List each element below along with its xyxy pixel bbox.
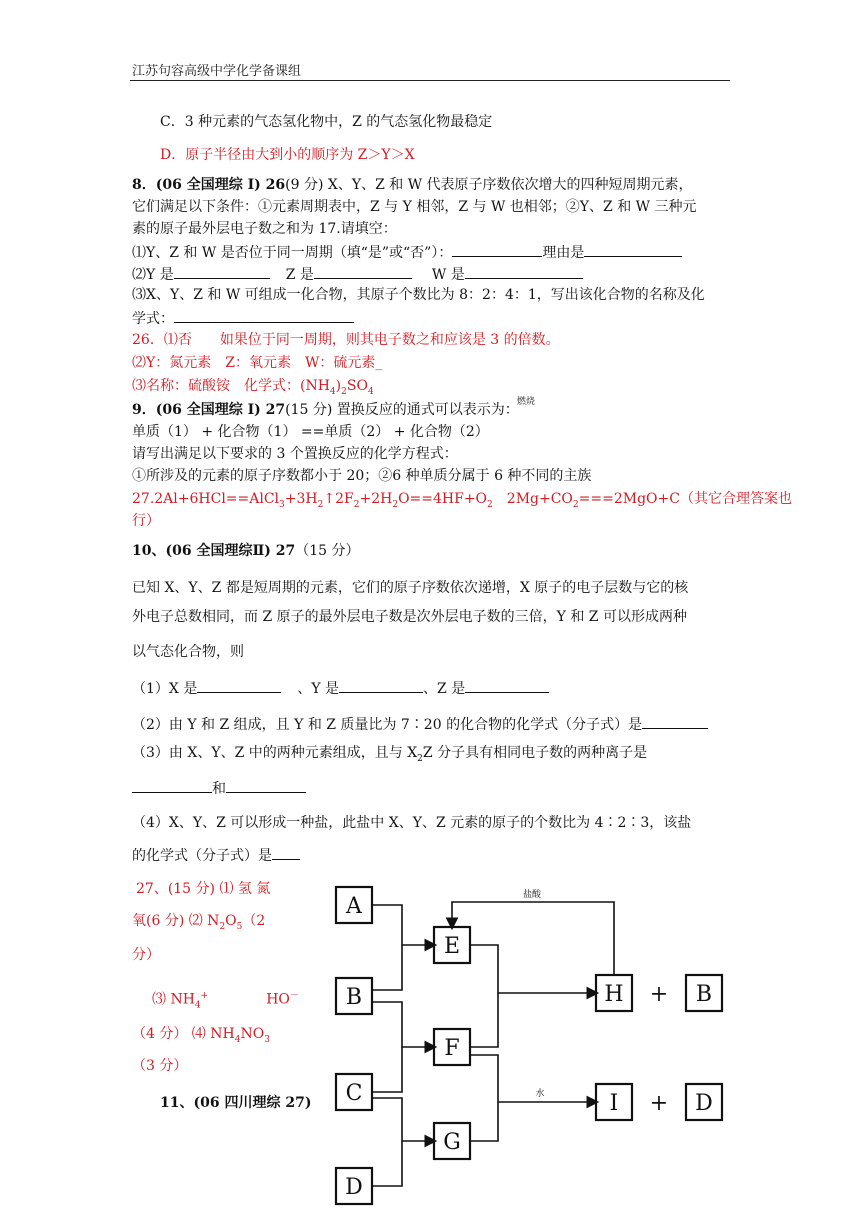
equation-1: 27.2Al+6HCl==AlCl bbox=[132, 491, 280, 507]
subscript: 4 bbox=[194, 1000, 201, 1011]
subscript: 2 bbox=[219, 921, 226, 932]
answer-blank[interactable] bbox=[465, 678, 549, 693]
question-10-line-1: 已知 X、Y、Z 都是短周期的元素，它们的原子序数依次递增，X 原子的电子层数与它的核 bbox=[132, 580, 689, 596]
label-i: I bbox=[609, 1091, 619, 1116]
answer-10-score: （2 bbox=[242, 913, 266, 929]
option-c: C．3 种元素的气态氢化物中，Z 的气态氢化物最稳定 bbox=[160, 114, 493, 130]
label-water: 水 bbox=[535, 1089, 545, 1099]
question-10-part-4: （4）X、Y、Z 可以形成一种盐，此盐中 X、Y、Z 元素的原子的个数比为 4∶2∶3，该盐 bbox=[132, 815, 692, 831]
question-8-intro: (9 分) X、Y、Z 和 W 代表原子序数依次增大的四种短周期元素， bbox=[285, 177, 693, 193]
label-hcl: 盐酸 bbox=[522, 890, 542, 900]
question-10-line-3: 以气态化合物，则 bbox=[132, 644, 244, 660]
answer-26-paren: ) bbox=[335, 378, 342, 394]
answer-blank[interactable] bbox=[132, 778, 212, 793]
superscript: － bbox=[289, 991, 299, 1001]
plus-sign-2: + bbox=[649, 1091, 669, 1116]
equation-2b: +2H bbox=[359, 491, 393, 507]
label-b2: B bbox=[695, 982, 713, 1007]
superscript: + bbox=[200, 991, 209, 1001]
label-f: F bbox=[444, 1036, 460, 1061]
answer-blank[interactable] bbox=[314, 264, 412, 279]
question-10-part-4-cont bbox=[132, 845, 300, 865]
answer-10-line-6: （3 分） bbox=[132, 1058, 188, 1074]
question-10-part-2-text: （2）由 Y 和 Z 组成，且 Y 和 Z 质量比为 7∶20 的化合物的化学式（分子式）是 bbox=[132, 717, 643, 733]
answer-10-line-2 bbox=[132, 912, 265, 936]
answer-10-line-4 bbox=[152, 987, 299, 1014]
question-9-line-2: 单质（1） + 化合物（1） ==单质（2） + 化合物（2） bbox=[132, 424, 489, 440]
label-d: D bbox=[345, 1175, 363, 1200]
question-10-part-3-text-b: Z 分子具有相同电子数的两种离子是 bbox=[422, 745, 648, 761]
header-divider bbox=[130, 80, 730, 81]
answer-blank[interactable] bbox=[174, 264, 270, 279]
question-9-tag: 9．(06 全国理综 I) 27 bbox=[132, 402, 286, 418]
reaction-flow-diagram bbox=[318, 870, 738, 1215]
question-8-line-3: 素的原子最外层电子数之和为 17.请填空： bbox=[132, 221, 397, 237]
question-10-part-3-text: （3）由 X、Y、Z 中的两种元素组成，且与 X bbox=[132, 745, 418, 761]
subscript: 2 bbox=[417, 753, 423, 764]
question-8-line-1 bbox=[132, 176, 693, 194]
question-10-part-2 bbox=[132, 714, 708, 734]
label-e: E bbox=[443, 934, 461, 959]
question-8-part-1-reason: 理由是 bbox=[542, 245, 585, 261]
answer-26-part-1: 26．⑴否 如果位于同一周期，则其电子数之和应该是 3 的倍数。 bbox=[132, 332, 560, 348]
question-9-line-3: 请写出满足以下要求的 3 个置换反应的化学方程式： bbox=[132, 446, 458, 462]
equation-2c: O==4HF+O bbox=[398, 491, 488, 507]
label-d2: D bbox=[695, 1091, 713, 1116]
question-8-part-3-cont bbox=[132, 308, 354, 328]
label-b: B bbox=[345, 985, 363, 1010]
plus-sign-1: + bbox=[649, 982, 669, 1007]
question-9-line-4: ①所涉及的元素的原子序数都小于 20；②6 种单质分属于 6 种不同的主族 bbox=[132, 468, 592, 484]
answer-10-line-1: 27、(15 分) ⑴ 氢 氮 bbox=[136, 881, 271, 897]
subscript: 2 bbox=[317, 499, 324, 510]
answer-blank[interactable] bbox=[452, 242, 542, 257]
question-9-line-1 bbox=[132, 401, 519, 419]
subscript: 5 bbox=[236, 921, 243, 932]
equation-3: 2Mg+CO bbox=[492, 491, 573, 507]
question-10-title bbox=[132, 542, 360, 560]
subscript: 2 bbox=[572, 499, 579, 510]
answer-10-line-3: 分） bbox=[132, 947, 160, 963]
question-10-y-label: 、Y 是 bbox=[297, 681, 340, 697]
question-10-x-label: （1）X 是 bbox=[132, 681, 198, 697]
answer-10-no: NO bbox=[240, 1026, 265, 1042]
question-10-z-label: 、Z 是 bbox=[423, 681, 466, 697]
answer-blank[interactable] bbox=[174, 308, 354, 323]
answer-27-line-2: 行） bbox=[132, 513, 160, 529]
answer-blank[interactable] bbox=[226, 778, 306, 793]
subscript: 4 bbox=[234, 1034, 241, 1045]
question-8-part-1-text: ⑴Y、Z 和 W 是否位于同一周期（填“是”或“否”）： bbox=[132, 245, 453, 261]
question-10-part-4-label: 的化学式（分子式）是 bbox=[132, 848, 272, 864]
answer-blank[interactable] bbox=[465, 264, 583, 279]
burn-label: 燃烧 bbox=[517, 397, 536, 407]
and-text: 和 bbox=[212, 781, 226, 797]
subscript: 4 bbox=[329, 386, 336, 397]
question-10-line-2: 外电子总数相同，而 Z 原子的最外层电子数是次外层电子数的三倍，Y 和 Z 可以形成两种 bbox=[132, 609, 687, 625]
question-10-tag: 10、(06 全国理综Ⅱ) 27 bbox=[132, 543, 296, 559]
label-a: A bbox=[346, 894, 362, 919]
answer-10-line-5 bbox=[132, 1025, 270, 1049]
question-10-part-3 bbox=[132, 744, 647, 768]
question-8-part-1 bbox=[132, 242, 682, 262]
answer-blank[interactable] bbox=[584, 242, 682, 257]
subscript: 3 bbox=[279, 499, 285, 510]
subscript: 2 bbox=[353, 499, 360, 510]
question-8-tag: 8．(06 全国理综 I) 26 bbox=[132, 177, 286, 193]
question-10-score: （15 分） bbox=[295, 543, 360, 559]
question-11-tag: 11、(06 四川理综 27) bbox=[160, 1095, 312, 1111]
page-header-title: 江苏句容高级中学化学备课组 bbox=[132, 64, 302, 79]
question-8-formula-label: 学式： bbox=[132, 311, 174, 327]
label-c: C bbox=[345, 1081, 363, 1106]
answer-10-ho: HO bbox=[266, 991, 290, 1008]
question-10-part-1 bbox=[132, 678, 549, 698]
subscript: 3 bbox=[264, 1034, 270, 1045]
answer-10-n2o5: 氧(6 分) ⑵ N bbox=[132, 913, 220, 929]
answer-10-nh4: ⑶ NH bbox=[152, 991, 195, 1008]
question-8-y-label: ⑵Y 是 bbox=[132, 267, 174, 283]
answer-10-o: O bbox=[225, 913, 237, 929]
equation-3b: ===2MgO+C（其它合理答案也 bbox=[578, 491, 792, 507]
question-8-z-label: Z 是 bbox=[285, 267, 314, 283]
question-8-w-label: W 是 bbox=[431, 267, 465, 283]
answer-26-part-2: ⑵Y：氮元素 Z：氧元素 W：硫元素_ bbox=[132, 355, 383, 371]
answer-blank[interactable] bbox=[197, 678, 281, 693]
subscript: 2 bbox=[487, 499, 493, 510]
question-10-part-3-blanks bbox=[132, 778, 306, 798]
subscript: 4 bbox=[367, 386, 374, 397]
question-8-part-2 bbox=[132, 264, 583, 284]
label-g: G bbox=[443, 1130, 461, 1155]
equation-1b: +3H bbox=[284, 491, 318, 507]
subscript: 2 bbox=[341, 386, 347, 397]
answer-blank[interactable] bbox=[642, 714, 708, 729]
answer-27-line-1 bbox=[132, 490, 792, 514]
question-9-intro: (15 分) 置换反应的通式可以表示为： bbox=[285, 402, 519, 418]
answer-blank[interactable] bbox=[339, 678, 423, 693]
question-8-line-2: 它们满足以下条件：①元素周期表中，Z 与 Y 相邻，Z 与 W 也相邻；②Y、Z 和 W 三种元 bbox=[132, 199, 697, 215]
answer-blank[interactable] bbox=[272, 845, 300, 860]
answer-10-nh4no3: （4 分） ⑷ NH bbox=[132, 1026, 235, 1042]
answer-26-so: SO bbox=[346, 378, 368, 394]
subscript: 2 bbox=[392, 499, 399, 510]
question-8-part-3: ⑶X、Y、Z 和 W 可组成一化合物，其原子个数比为 8：2：4：1，写出该化合物的名称及化 bbox=[132, 287, 705, 303]
answer-26-part-3 bbox=[132, 377, 374, 401]
answer-26-part-3-text: ⑶名称：硫酸铵 化学式：(NH bbox=[132, 378, 330, 394]
option-d: D．原子半径由大到小的顺序为 Z＞Y＞X bbox=[160, 147, 415, 163]
equation-2: ↑2F bbox=[323, 491, 354, 507]
label-h: H bbox=[604, 982, 624, 1007]
